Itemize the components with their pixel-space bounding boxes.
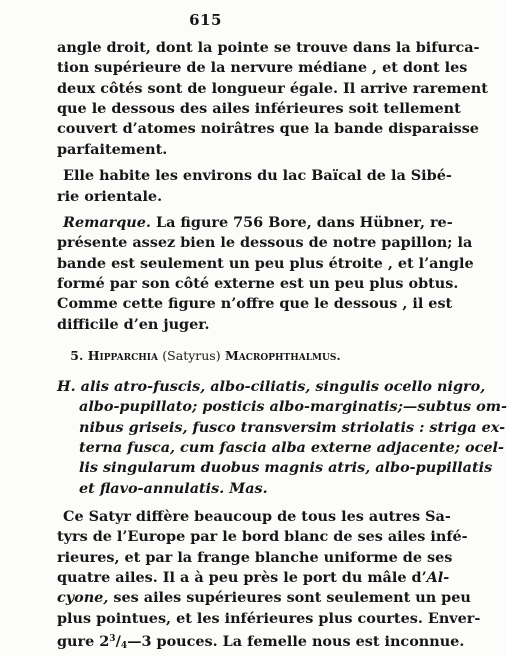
body-line [57,629,465,656]
body-line: difficile d’en juger. [57,316,210,333]
diagnosis-line: albo-pupillato; posticis albo-marginatis;—subtus om- [79,398,507,415]
body-line: tion supérieure de la nervure médiane , et dont les [57,59,468,76]
genus-name: Hipparchia [87,348,158,363]
species-heading [0,346,411,366]
fraction-slash: / [115,633,121,650]
body-line: tyrs de l’Europe par le bord blanc de ses ailes infé- [57,528,468,545]
body-line: Ce Satyr diffère beaucoup de tous les autres Sa- [63,508,451,525]
line-text: quatre ailes. Il a à peu près le port du mâle d’ [57,569,427,586]
body-line: rieures, et par la frange blanche uniforme de ses [57,549,453,566]
body-line: rie orientale. [57,188,163,205]
remark-label: Remarque. [63,214,151,231]
body-line: présente assez bien le dessous de notre papillon; la [57,234,473,251]
body-line: formé par son côté externe est un peu plus obtus. [57,275,459,292]
body-line: bande est seulement un peu plus étroite , et l’angle [57,255,474,272]
body-line: plus pointues, et les inférieures plus courtes. Enver- [57,610,481,627]
diagnosis-line: lis singularum duobus magnis atris, albo-pupillatis [79,459,493,476]
line-text: —3 pouces. La femelle nous est inconnue. [127,633,465,650]
diagnosis-line: et flavo-annulatis. Mas. [79,480,268,497]
body-line [57,588,471,608]
diagnosis-line: nibus griseis, fusco transversim striolatis : striga ex- [79,419,506,436]
species-name: Macrophthalmus. [224,348,341,363]
diagnosis-line: H. alis atro-fuscis, albo-ciliatis, singulis ocello nigro, [57,378,486,395]
species-number: 5. [70,348,84,363]
body-line: deux côtés sont de longueur égale. Il arrive rarement [57,80,488,97]
body-line: couvert d’atomes noirâtres que la bande disparaisse [57,120,479,137]
fraction-numerator: 3 [109,634,116,644]
body-line: parfaitement. [57,141,168,158]
species-ref: Al- [426,569,450,586]
subgenus-name: (Satyrus) [162,348,221,363]
remark-text: La figure 756 Bore, dans Hübner, re- [155,214,453,231]
fraction-denominator: 4 [120,641,128,651]
body-line: Comme cette figure n’offre que le dessous , il est [57,295,453,312]
body-line: Elle habite les environs du lac Baïcal de la Sibé- [63,167,452,184]
diagnosis-line: terna fusca, cum fascia alba externe adjacente; ocel- [79,439,505,456]
remark-line [63,213,453,233]
body-line: que le dessous des ailes inférieures soit tellement [57,100,461,117]
line-text: ses ailes supérieures sont seulement un peu [113,589,471,606]
body-line: angle droit, dont la pointe se trouve dans la bifurca- [57,39,480,56]
page-number: 615 [189,11,222,29]
line-text: gure 2 [57,633,110,650]
species-ref: cyone, [57,589,109,606]
body-line [57,568,450,588]
